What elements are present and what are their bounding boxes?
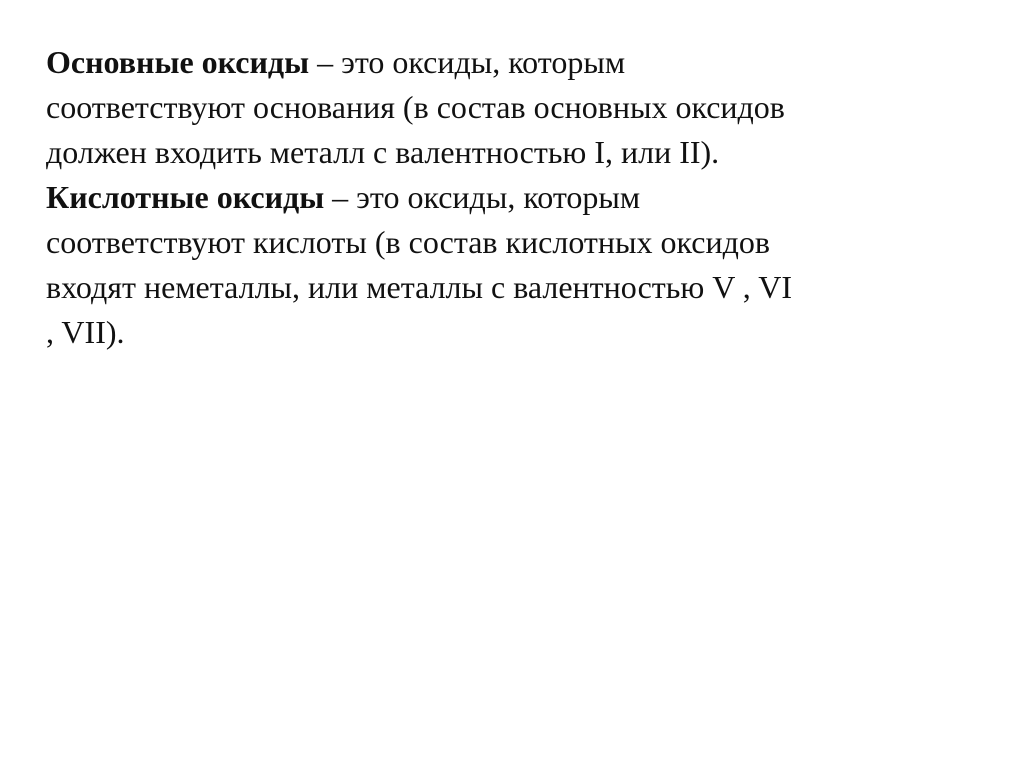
definitions-text bbox=[46, 40, 984, 355]
basic-oxides-definition-start: – это оксиды, которым bbox=[309, 44, 626, 80]
basic-oxides-line-2: соответствуют основания (в состав основных оксидов bbox=[46, 89, 785, 125]
acidic-oxides-definition-start: – это оксиды, которым bbox=[324, 179, 641, 215]
acidic-oxides-line-2: соответствуют кислоты (в состав кислотных оксидов bbox=[46, 224, 770, 260]
basic-oxides-line-3: должен входить металл с валентностью I, или II). bbox=[46, 134, 720, 170]
acidic-oxides-term: Кислотные оксиды bbox=[46, 179, 325, 215]
acidic-oxides-line-4: , VII). bbox=[46, 314, 125, 350]
acidic-oxides-line-1 bbox=[46, 175, 984, 220]
acidic-oxides-line-3: входят неметаллы, или металлы с валентностью V , VI bbox=[46, 269, 792, 305]
basic-oxides-term: Основные оксиды bbox=[46, 44, 310, 80]
basic-oxides-line-1 bbox=[46, 40, 984, 85]
